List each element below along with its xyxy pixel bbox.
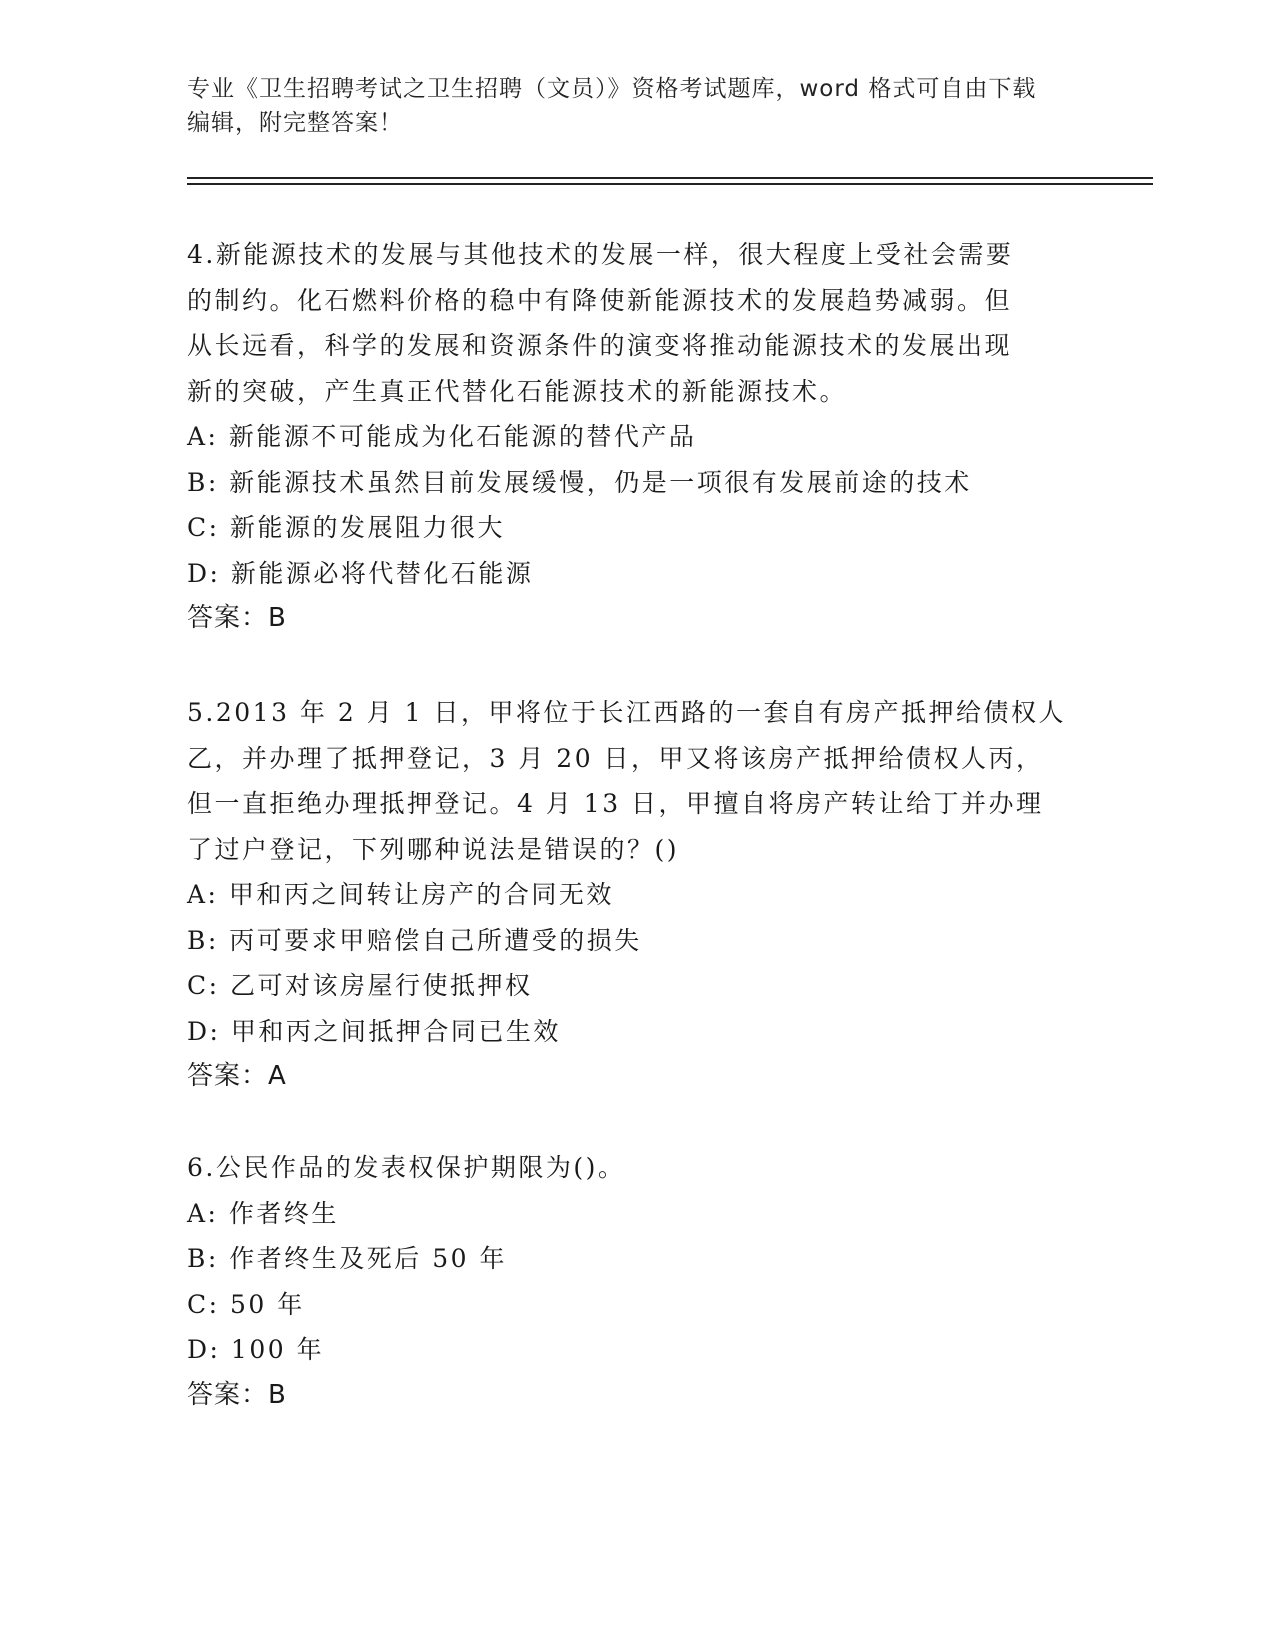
option-b: B: 丙可要求甲赔偿自己所遭受的损失 [187, 925, 642, 955]
option-d: D: 新能源必将代替化石能源 [187, 558, 534, 588]
option-c: C: 新能源的发展阻力很大 [187, 513, 505, 542]
stem-line: 6.公民作品的发表权保护期限为()。 [187, 1153, 626, 1182]
header-divider-bottom [187, 183, 1153, 185]
question-5 [187, 690, 1067, 1100]
question-stem [187, 1145, 1067, 1191]
answer-line: 答案：A [187, 1061, 287, 1091]
stem-line: 5.2013 年 2 月 1 日，甲将位于长江西路的一套自有房产抵押给债权人 [187, 698, 1067, 727]
question-4 [187, 232, 1067, 642]
option-c: C: 50 年 [187, 1289, 305, 1319]
header-line-1: 专业《卫生招聘考试之卫生招聘（文员）》资格考试题库，word 格式可自由下载 [187, 76, 1037, 102]
question-6 [187, 1145, 1067, 1418]
stem-line: 新的突破，产生真正代替化石能源技术的新能源技术。 [187, 376, 848, 406]
option-a: A: 作者终生 [187, 1198, 339, 1228]
option-a: A: 甲和丙之间转让房产的合同无效 [187, 880, 614, 909]
stem-line: 但一直拒绝办理抵押登记。4 月 13 日，甲擅自将房产转让给丁并办理 [187, 789, 1044, 818]
stem-line: 了过户登记，下列哪种说法是错误的？() [187, 834, 680, 864]
question-stem [187, 232, 1067, 414]
stem-line: 4.新能源技术的发展与其他技术的发展一样，很大程度上受社会需要 [187, 240, 1014, 269]
stem-line: 乙，并办理了抵押登记，3 月 20 日，甲又将该房产抵押给债权人丙， [187, 743, 1044, 773]
option-a: A: 新能源不可能成为化石能源的替代产品 [187, 422, 697, 451]
answer-line: 答案：B [187, 1379, 287, 1410]
option-c: C: 乙可对该房屋行使抵押权 [187, 971, 533, 1000]
question-stem [187, 690, 1067, 872]
option-d: D: 甲和丙之间抵押合同已生效 [187, 1016, 561, 1046]
header-line-2: 编辑，附完整答案！ [187, 110, 403, 136]
option-d: D: 100 年 [187, 1335, 325, 1364]
answer-line: 答案：B [187, 603, 287, 633]
option-b: B: 新能源技术虽然目前发展缓慢，仍是一项很有发展前途的技术 [187, 467, 972, 497]
document-header [187, 72, 1087, 140]
stem-line: 的制约。化石燃料价格的稳中有降使新能源技术的发展趋势减弱。但 [187, 285, 1013, 315]
header-divider-top [187, 177, 1153, 179]
option-b: B: 作者终生及死后 50 年 [187, 1244, 507, 1273]
stem-line: 从长远看，科学的发展和资源条件的演变将推动能源技术的发展出现 [187, 331, 1013, 360]
